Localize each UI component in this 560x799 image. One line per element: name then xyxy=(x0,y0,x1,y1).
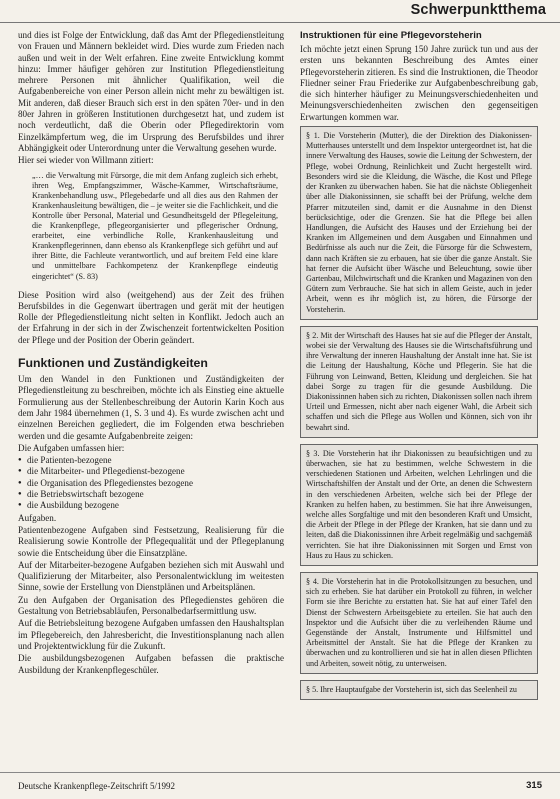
instruction-box: § 2. Mit der Wirtschaft des Hauses hat sie auf die Pfleger der Anstalt, wobei sie der Verwaltung des Hauses sie die Wirtschaftsführung und ihre Verwaltung der inneren Haushaltung der Anstalt inne hat. Sie ist die Leitung der Haushaltung, Köche und Pflegerin. Sie hat die Führung von Leinwand, Betten, Kleidung und dergleichen. Sie hat dabei Sorge zu tragen für die gesunde Ausbildung. Die Diakonissinnen haben sich zu richten, Diakonissen sollen nach ihrem Urteil und Ermessen, nicht aber nach eigener Wahl, die Arbeit sich schaffen und sich die Pflege aus Wollen und Können, sich von ihr bewahrt sind. xyxy=(300,326,538,438)
paragraph: Auf der Mitarbeiter-bezogene Aufgaben beziehen sich mit Auswahl und Qualifizierung der Mitarbeiter, also Personalentwicklung im weitesten Sinne, sowie der Erstellung von Dienstplänen und Arbeitsplänen. xyxy=(18,559,284,593)
paragraph: Ich möchte jetzt einen Sprung 150 Jahre zurück tun und aus der ersten uns bekannten Beschreibung des Amtes einer Pflegevorsteherin zitieren. Es sind die Instruktionen, die Theodor Fliedner seiner Frau Friederike zur Aufgabenbeschreibung gab, die sich hinterher häufiger zu Meinungsverschiedenheiten und Meinungsverschiedenheiten zwischen den gegenseitigen Erwartungen kommen war. xyxy=(300,44,538,122)
instruction-box: § 3. Die Vorsteherin hat ihr Diakonissen zu beaufsichtigen und zu überwachen, sie hat zu bestimmen, welche Schwestern in die verschiedenen Stationen und Arbeiten, welchen Lehrlingen und die Wirtschaftshilfen der Anstalt und der Orte, an denen die Schwestern in den verschiedenen Arbeiten, welche sich bei der Pflege der Kranken zu helfen haben, zu bestimmen. Sie hat ihre Anweisungen, welche alles Sorgfaltige und mit den besonderen Kraft und Umsicht, die Arbeit der Pflege in der Pflege der Kranken, hat sie dann und zu leiten, daß die Diakonissinnen ihre Arbeit regelmäßig und sachgemäß verrichten. Sie hat ihre Diakonissinnen mit Sorgen und Ernst von Haus zu Haus zu schicken. xyxy=(300,444,538,566)
section-heading: Funktionen und Zuständigkeiten xyxy=(18,356,208,371)
instruction-box: § 4. Die Vorsteherin hat in die Protokollsitzungen zu besuchen, und sich zu erheben. Sie hat darüber ein Protokoll zu führen, in welcher Form sie ihre Berichte zu erstatten hat. Sie hat auf einer Tafel den Dienst der Schwestern Arbeitsgebiete zu erteilen. Sie hat auch den Inspektor und die Aufsicht über die zu verleihenden Räume und Gegenstände der Anstalt, Instrumente und Hilfsmittel und Arbeitsmittel der Anstalt. Sie hat die Pflege der Kranken zu überwachen und zu kontrollieren und sie hat in allen diesen Pflichten und Arbeiten, soweit nötig, zu unterweisen. xyxy=(300,572,538,674)
paragraph: Diese Position wird also (weitgehend) aus der Zeit des frühen Berufsbildes in die Gegenwart übertragen und gerät mit der heutigen Rolle der Pflegedienstleitung nicht selten in Konflikt. Jedoch auch an der Erfahrung in der sich in der Zwischenzeit fortentwickelten Position der Pflege und der Position der Oberin geändert. xyxy=(18,289,284,345)
list-item: ● die Betriebswirtschaft bezogene xyxy=(18,489,284,500)
page-footer xyxy=(0,772,560,799)
paragraph: Zu den Aufgaben der Organisation des Pflegedienstes gehören die Gestaltung von Betriebsabläufen, Personalbedarfsermittlung usw. xyxy=(18,594,284,617)
list-item: ● die Patienten-bezogene xyxy=(18,455,284,466)
block-quote: „… die Verwaltung mit Fürsorge, die mit dem Anfang zugleich sich erhebt, ihren Weg, Empfangszimmer, Wäsche-Kammer, Wirtschaftsräume, Krankenbehandlung usw., Pflegebedarfe und all dies aus den Rahmen der Krankenhausleitung bewältigen, die – je weiter sie die Fachlichkeit, und die Kontrolle über Personal, Material und Gesundheitsgeld der Pflegeleitung, die Krankenpflege, pflegeorganisierter und pflegerischer Ordnung, erarbeitet, eine verbindliche Rolle, Krankenhausleitung und Krankenpflegerinnen, dann ebenso als Krankenpflege sich geführt und auf ihrer Bitte, die Fachleute verantwortlich, und auf breitem Feld eine klare und unmittelbare Fachkompetenz der Krankenpflege eindeutig eingerichtet“ (S. 83) xyxy=(32,170,278,281)
paragraph: Die Aufgaben umfassen hier: xyxy=(18,442,125,453)
right-column xyxy=(300,30,538,765)
subsection-heading: Instruktionen für eine Pflegevorsteherin xyxy=(300,30,482,41)
instruction-box: § 5. Ihre Hauptaufgabe der Vorsteherin ist, sich das Seelenheil zu xyxy=(300,680,538,700)
left-column xyxy=(18,30,284,765)
paragraph: Um den Wandel in den Funktionen und Zuständigkeiten der Pflegedienstleitung zu beschreiben, möchte ich als Einstieg eine aktuelle Formulierung aus der Stellenbeschreibung der Autorin Karin Koch aus dem Jahr 1984 übernehmen (1, S. 3 und 4). Es wurde zwischen acht und einzelnen Bereichen gegliedert, die im Folgenden etwa beschrieben werden und die gesamte Aufgabenbreite zeigen: xyxy=(18,374,284,441)
paragraph: Auf die Betriebsleitung bezogene Aufgaben umfassen den Haushaltsplan im Pflegebereich, den Jahresbericht, die Investitionsplanung nach allen und Projektentwicklung für die Zukunft. xyxy=(18,618,284,651)
list-item: ● die Ausbildung bezogene xyxy=(18,500,284,511)
paragraph: Hier sei wieder von Willmann zitiert: xyxy=(18,155,154,166)
paragraph: Patientenbezogene Aufgaben sind Festsetzung, Realisierung für die Realisierung sowie Kontrolle der Pflegequalität und der Pflegeplanung sowie die Entscheidung über die Einsatzpläne. xyxy=(18,524,284,558)
list-item: ● die Organisation des Pflegedienstes bezogene xyxy=(18,478,284,489)
list-item: ● die Mitarbeiter- und Pflegedienst-bezogene xyxy=(18,466,284,477)
page-number: 315 xyxy=(526,780,542,791)
journal-citation: Deutsche Krankenpflege-Zeitschrift 5/1992 xyxy=(18,781,175,791)
page-header xyxy=(0,0,560,23)
section-title: Schwerpunktthema xyxy=(410,2,546,18)
paragraph: Die ausbildungsbezogenen Aufgaben befassen die praktische Ausbildung der Krankenpflegeschüler. xyxy=(18,653,284,675)
paragraph: und dies ist Folge der Entwicklung, daß das Amt der Pflegedienstleitung von Frauen und Männern bekleidet wird. Dies wurde zum Frieden nach außen und weit in der Welt erfahren. Eine zweite Entwicklung kommt hinzu: Immer häufiger gehören zur Institution Pflegedienstleitung mehrere Personen mit ähnlicher Qualifikation, weil die Aufgabenbereiche von einer Person allein nicht mehr zu bewältigen ist. Mit anderen, daß dieser Brauch sich erst in den späten 70er- und in den 80er Jahren in größeren Institutionen durchgesetzt hat, und zudem ist noch verdeutlicht, daß die Oberin oder Pflegedirektorin vom Einzelkämpfertum weg, die im Ursprung des Berufsbildes und ihrer Abhängigkeit oder Unterordnung unter die Verwaltung gesehen wurde. xyxy=(18,30,284,153)
task-list xyxy=(18,455,284,511)
paragraph: Aufgaben. xyxy=(18,512,57,523)
instruction-box: § 1. Die Vorsteherin (Mutter), die der Direktion des Diakonissen-Mutterhauses unterstellt und dem Inspektor untergeordnet ist, hat die innere Verwaltung des Hauses, sowie die Leitung der Schwestern, der Pflege, wobei Ordnung, Reinlichkeit und Zucht hergestellt wird. Besonders wird sie die Kleidung, die Wäsche, die Kost und Pflege der Kranken zu überwachen haben. Sie hat die nächste Obliegenheit über alle Diakonissinnen, sie schafft bei der Prüfung, welche dem Pfarrer mitzuteilen sind, damit er die Ausnahme in den Dienst berücksichtige, oder die Grenzen. Sie hat die Pflege bei allen Handlungen, die Aufsicht des Hauses und der Erziehung bei der Kranken im Allgemeinen und dem Ausgaben und Einnahmen und Bedürfnisse als auch nur die Zeit, die Fürsorge für die Schwestern, dann nach Kräften sie zu erbauen, hat sie über die ganze Anstalt. Sie hat ferner die Aufsicht über Wäsche und Beleuchtung, sowie über Gartenbau, Milchwirtschaft und die Kranken und Magazinen von den Gütern zum Verbrauche. Sie hat sich in allem Geiste, auch in jeder Arbeit, wenn es ihr möglich ist, zu hören, die Fürsorge der Vorsteherin. xyxy=(300,126,538,320)
